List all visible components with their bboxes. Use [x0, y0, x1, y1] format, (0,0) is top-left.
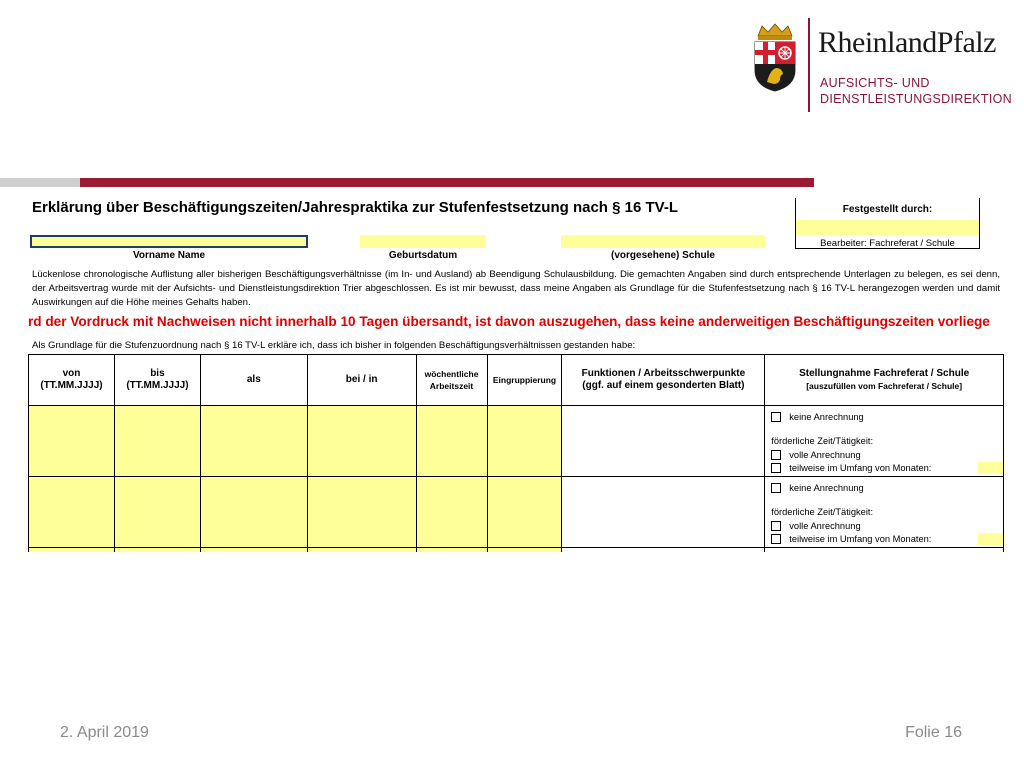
- header-bar-red: [80, 178, 814, 187]
- checkbox-icon: [771, 450, 781, 460]
- col-header-arbeitszeit: wöchentliche Arbeitszeit: [416, 355, 487, 406]
- school-field: [561, 235, 765, 248]
- col-header-stellungnahme: Stellungnahme Fachreferat / Schule [auszufüllen vom Fachreferat / Schule]: [765, 355, 1004, 406]
- checkbox-icon: [771, 521, 781, 531]
- logo: [752, 18, 1012, 114]
- statement-cell: keine Anrechnung förderliche Zeit/Tätigkeit: volle Anrechnung teilweise im Umfang von Monaten:: [765, 477, 1003, 547]
- col-header-funktionen: Funktionen / Arbeitsschwerpunkte (ggf. auf einem gesonderten Blatt): [562, 355, 765, 406]
- instructions-paragraph: Lückenlose chronologische Auflistung aller bisherigen Beschäftigungsverhältnisse (im In- und Ausland) ab Beendigung Schulausbildung. Die gemachten Angaben sind durch entsprechende Unterlagen zu belegen, es sei denn, der Arbeitsvertrag wurde mit der Aufsichts- und Dienstleistungsdirektion Trier abgeschlossen. Es ist mir bewusst, dass meine Angaben als Grundlage für die Stufenfestsetzung nach § 16 TV-L herangezogen werden und damit Auswirkungen auf die Höhe meines Gehalts haben.: [32, 269, 1000, 308]
- birthdate-field: [360, 235, 486, 248]
- table-row: [29, 477, 1004, 548]
- form-image: [28, 194, 1004, 556]
- warning-text: rd der Vordruck mit Nachweisen nicht innerhalb 10 Tagen übersandt, ist davon auszugehen, dass keine anderweitigen Beschäftigungszeiten vorliege: [28, 314, 990, 329]
- months-field: [978, 533, 1003, 545]
- festgestellt-label: Festgestellt durch:: [842, 204, 933, 215]
- festgestellt-sub-label: Bearbeiter: Fachreferat / Schule: [820, 238, 955, 249]
- checkbox-icon: [771, 463, 781, 473]
- form-title: Erklärung über Beschäftigungszeiten/Jahrespraktika zur Stufenfestsetzung nach § 16 TV-L: [32, 199, 678, 216]
- col-header-bei: bei / in: [307, 355, 416, 406]
- intro-text: Als Grundlage für die Stufenzuordnung nach § 16 TV-L erkläre ich, dass ich bisher in folgenden Beschäftigungsverhältnissen gestanden habe:: [32, 340, 636, 351]
- birthdate-label: Geburtsdatum: [388, 250, 458, 261]
- statement-cell: keine Anrechnung förderliche Zeit/Tätigkeit: volle Anrechnung teilweise im Umfang von Monaten:: [765, 406, 1003, 476]
- logo-divider: [808, 18, 810, 112]
- checkbox-icon: [771, 534, 781, 544]
- col-header-bis: bis (TT.MM.JJJJ): [114, 355, 200, 406]
- brand-name: RheinlandPfalz: [818, 26, 996, 59]
- slide-number: Folie 16: [905, 724, 962, 741]
- col-header-eingruppierung: Eingruppierung: [487, 355, 562, 406]
- brand-subtitle-line2: DIENSTLEISTUNGSDIREKTION: [820, 92, 1012, 106]
- col-header-von: von (TT.MM.JJJJ): [29, 355, 115, 406]
- table-row: [29, 406, 1004, 477]
- school-label: (vorgesehene) Schule: [611, 250, 715, 261]
- checkbox-icon: [771, 412, 781, 422]
- employment-table: [28, 354, 1004, 552]
- festgestellt-box: [795, 198, 980, 249]
- name-label: Vorname Name: [132, 250, 206, 261]
- table-header-row: [29, 355, 1004, 406]
- table-row: [29, 548, 1004, 553]
- festgestellt-field: [796, 220, 979, 235]
- name-field: [30, 235, 308, 248]
- checkbox-icon: [771, 483, 781, 493]
- footer-date: 2. April 2019: [60, 724, 149, 741]
- months-field: [978, 462, 1003, 474]
- header-bar-grey: [0, 178, 80, 187]
- col-header-als: als: [200, 355, 307, 406]
- brand-subtitle-line1: AUFSICHTS- UND: [820, 76, 930, 90]
- coat-of-arms-icon: [752, 22, 798, 92]
